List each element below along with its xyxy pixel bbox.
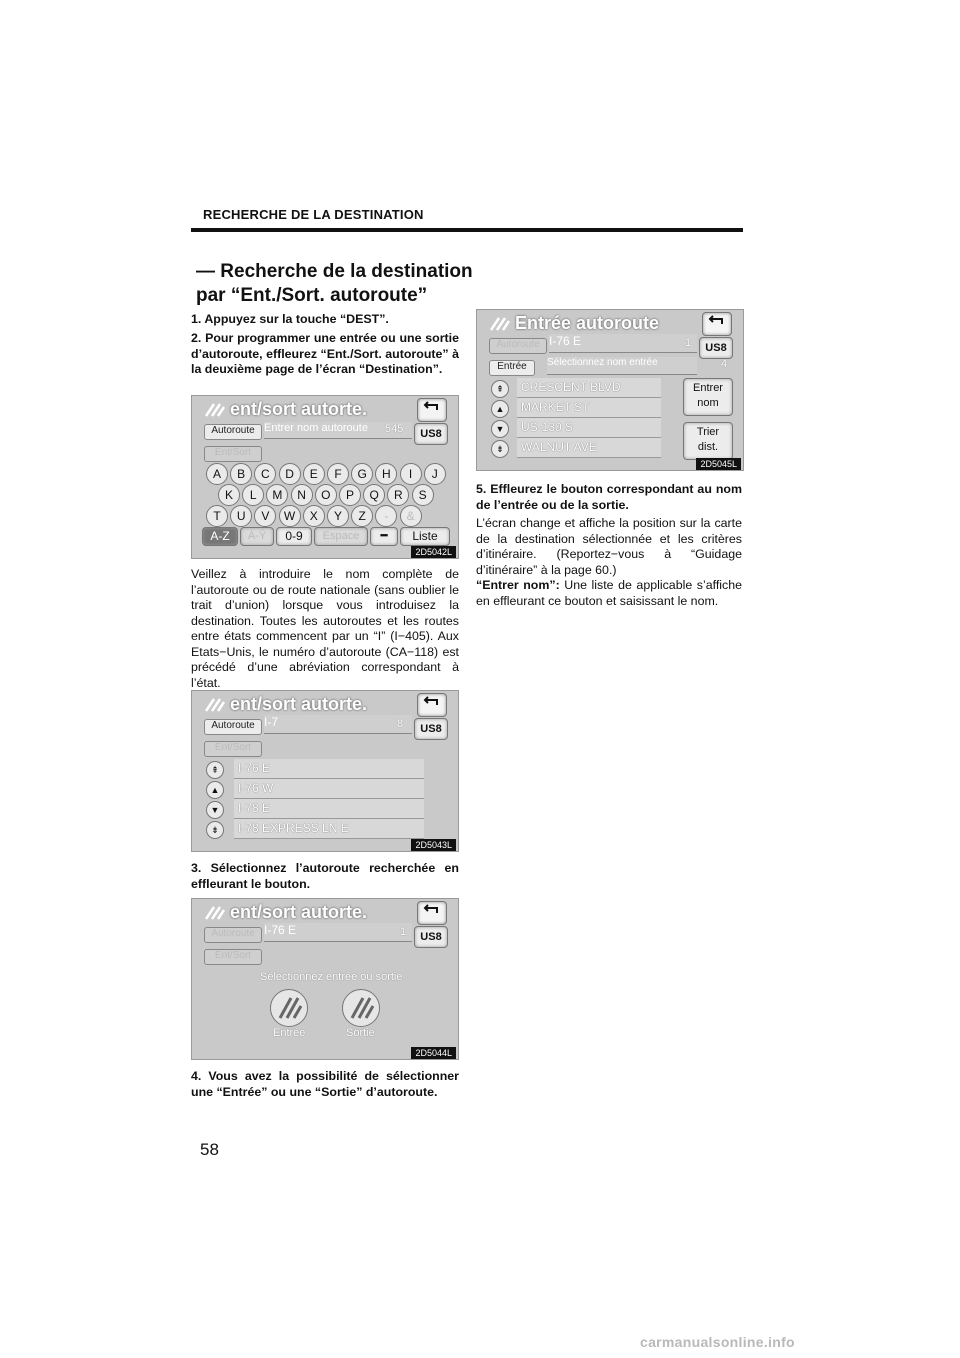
exit-label: Sortie	[346, 1027, 375, 1039]
screen-autoroute-list	[191, 690, 459, 852]
page-number: 58	[200, 1140, 219, 1159]
highway-exit-icon	[343, 990, 379, 1026]
screen-title	[204, 399, 367, 420]
autoroute-name-input[interactable]: Entrer nom autoroute	[264, 422, 412, 439]
screen-entry-exit	[191, 898, 459, 1060]
enter-name-desc: Une liste de applicable s’affiche en effleurant ce bouton et saisissant le nom.	[476, 578, 743, 608]
us8-button[interactable]: US8	[414, 423, 448, 445]
back-button[interactable]	[417, 901, 447, 925]
figure-code: 2D5042L	[411, 546, 456, 558]
result-count: 545	[385, 423, 404, 435]
back-arrow-icon	[423, 902, 441, 916]
key-1-8[interactable]: I	[400, 463, 422, 485]
entry-label: Entrée	[273, 1027, 306, 1039]
enter-name-button[interactable]	[683, 378, 733, 416]
header-rule	[191, 228, 743, 232]
enter-name-label-2: nom	[697, 397, 719, 409]
key-3-4[interactable]: X	[303, 505, 325, 527]
exit-button[interactable]	[342, 989, 380, 1027]
tab-entsort[interactable]: Ent/Sort	[204, 949, 262, 965]
back-arrow-icon	[708, 313, 726, 327]
watermark: carmanualsonline.info	[640, 1334, 795, 1350]
screen-title	[204, 902, 367, 923]
step-5: 5. Effleurez le bouton correspondant au nom de l’entrée ou de la sortie.	[476, 482, 742, 512]
tab-entree[interactable]: Entrée	[489, 360, 535, 376]
back-button[interactable]	[417, 398, 447, 422]
screen-title	[204, 694, 367, 715]
highway-icon	[204, 906, 226, 920]
enter-name-label-1: Entrer	[693, 382, 723, 394]
delete-icon: ━	[380, 530, 388, 542]
entry-count: 4	[721, 358, 728, 370]
tab-autoroute[interactable]: Autoroute	[489, 338, 547, 354]
page-down-icon[interactable]: ⇟	[206, 821, 224, 839]
enter-name-paragraph	[476, 578, 742, 609]
key-3-5[interactable]: Y	[327, 505, 349, 527]
list-item[interactable]: I-76 E	[234, 759, 424, 779]
scroll-down-icon[interactable]: ▼	[206, 801, 224, 819]
running-header: RECHERCHE DE LA DESTINATION	[203, 207, 424, 222]
entry-name-input[interactable]: Sélectionnez nom entrée	[547, 357, 697, 375]
key-3-7[interactable]: -	[375, 505, 397, 527]
sort-label-2: dist.	[697, 441, 719, 453]
page-up-icon[interactable]: ⇞	[206, 761, 224, 779]
tab-autoroute[interactable]: Autoroute	[204, 719, 262, 735]
key-2-8[interactable]: S	[412, 484, 434, 506]
scroll-up-icon[interactable]: ▲	[491, 400, 509, 418]
key-3-6[interactable]: Z	[351, 505, 373, 527]
list-item[interactable]: US-130 S	[517, 418, 661, 438]
key-1-2[interactable]: C	[254, 463, 276, 485]
digits-button[interactable]: 0-9	[276, 527, 312, 546]
highway-icon	[204, 698, 226, 712]
scroll-up-icon[interactable]: ▲	[206, 781, 224, 799]
key-1-1[interactable]: B	[230, 463, 252, 485]
us8-button[interactable]: US8	[414, 718, 448, 740]
list-item[interactable]: CRESCENT BLVD	[517, 378, 661, 398]
space-button[interactable]: Espace	[314, 527, 368, 546]
back-arrow-icon	[423, 399, 441, 413]
key-3-2[interactable]: V	[254, 505, 276, 527]
screen-title-text: ent/sort autorte.	[230, 399, 368, 419]
figure-code: 2D5045L	[696, 458, 741, 470]
us8-button[interactable]: US8	[414, 926, 448, 948]
list-item[interactable]: WALNUT AVE	[517, 438, 661, 458]
key-3-0[interactable]: T	[206, 505, 228, 527]
us8-button[interactable]: US8	[699, 337, 733, 359]
result-paragraph: L’écran change et affiche la position sur la carte de la destination sélectionnée et les critères d’itinéraire. (Reportez−vous à “Guidage d’itinéraire” à la page 60.)	[476, 516, 742, 577]
list-item[interactable]: MARKET ST	[517, 398, 661, 418]
section-title	[196, 260, 476, 308]
highway-icon	[204, 403, 226, 417]
list-button[interactable]: Liste	[400, 527, 450, 546]
step-4: 4. Vous avez la possibilité de sélectionner une “Entrée” ou une “Sortie” d’autoroute.	[191, 1069, 459, 1099]
key-3-8[interactable]: &	[400, 505, 422, 527]
section-title-line2: par “Ent./Sort. autoroute”	[196, 285, 428, 306]
tab-entsort[interactable]: Ent/Sort	[204, 446, 262, 462]
step-3: 3. Sélectionnez l’autoroute recherchée en effleurant le bouton.	[191, 861, 459, 891]
select-prompt: Sélectionnez entrée ou sortie	[260, 971, 403, 983]
autoroute-name-input[interactable]: I-7	[264, 715, 412, 734]
key-1-0[interactable]: A	[206, 463, 228, 485]
tab-autoroute[interactable]: Autoroute	[204, 424, 262, 440]
list-item[interactable]: I-78 E	[234, 799, 424, 819]
sort-distance-button[interactable]	[683, 422, 733, 460]
screen-keyboard	[191, 395, 459, 559]
key-2-3[interactable]: N	[291, 484, 313, 506]
key-1-3[interactable]: D	[279, 463, 301, 485]
step-2: 2. Pour programmer une entrée ou une sortie d’autoroute, effleurez “Ent./Sort. autoroute” à la deuxième page de l’écran “Destination”.	[191, 331, 459, 376]
key-2-5[interactable]: P	[339, 484, 361, 506]
list-item[interactable]: I-76 W	[234, 779, 424, 799]
back-button[interactable]	[702, 312, 732, 336]
key-1-9[interactable]: J	[424, 463, 446, 485]
result-count: 1	[685, 337, 692, 349]
sort-label-1: Trier	[696, 426, 720, 438]
result-count: 8	[397, 718, 404, 730]
highway-entry-icon	[271, 990, 307, 1026]
key-3-3[interactable]: W	[279, 505, 301, 527]
autoroute-name-input[interactable]: I-76 E	[264, 923, 412, 942]
key-1-4[interactable]: E	[303, 463, 325, 485]
key-2-7[interactable]: R	[387, 484, 409, 506]
page-up-icon[interactable]: ⇞	[491, 380, 509, 398]
tab-autoroute[interactable]: Autoroute	[204, 927, 262, 943]
page-down-icon[interactable]: ⇟	[491, 440, 509, 458]
figure-code: 2D5043L	[411, 839, 456, 851]
entry-button[interactable]	[270, 989, 308, 1027]
key-1-6[interactable]: G	[351, 463, 373, 485]
step-1: 1. Appuyez sur la touche “DEST”.	[191, 312, 389, 326]
key-1-7[interactable]: H	[375, 463, 397, 485]
screen-entry-list	[476, 309, 744, 471]
screen-title-text: ent/sort autorte.	[230, 902, 368, 922]
tab-entsort[interactable]: Ent/Sort	[204, 741, 262, 757]
screen-title	[489, 313, 659, 334]
az-button[interactable]: A-Z	[202, 527, 238, 546]
key-2-1[interactable]: L	[242, 484, 264, 506]
back-arrow-icon	[423, 694, 441, 708]
key-2-0[interactable]: K	[218, 484, 240, 506]
back-button[interactable]	[417, 693, 447, 717]
note-paragraph: Veillez à introduire le nom complète de l’autoroute ou de route nationale (sans oublier le trait d’union) lorsque vous introduisez la destination. Toutes les autoroutes et les routes entre états commencent par un “I” (I−405). Aux Etats−Unis, le numéro d’autoroute (CA−118) est précédé d’une abréviation correspondant à l’état.	[191, 567, 459, 690]
scroll-down-icon[interactable]: ▼	[491, 420, 509, 438]
key-3-1[interactable]: U	[230, 505, 252, 527]
section-title-line1: — Recherche de la destination	[196, 261, 473, 282]
key-1-5[interactable]: F	[327, 463, 349, 485]
autoroute-name-input[interactable]: I-76 E	[549, 334, 697, 353]
key-2-2[interactable]: M	[266, 484, 288, 506]
screen-title-text: Entrée autoroute	[515, 313, 660, 333]
result-count: 1	[400, 926, 407, 938]
key-2-6[interactable]: Q	[363, 484, 385, 506]
screen-title-text: ent/sort autorte.	[230, 694, 368, 714]
list-item[interactable]: I-78 EXPRESS LN E	[234, 819, 424, 839]
delete-button[interactable]	[370, 527, 398, 546]
highway-icon	[489, 317, 511, 331]
enter-name-term: “Entrer nom”:	[476, 578, 560, 592]
key-2-4[interactable]: O	[315, 484, 337, 506]
figure-code: 2D5044L	[411, 1047, 456, 1059]
accent-button[interactable]: À-Ÿ	[240, 527, 274, 546]
